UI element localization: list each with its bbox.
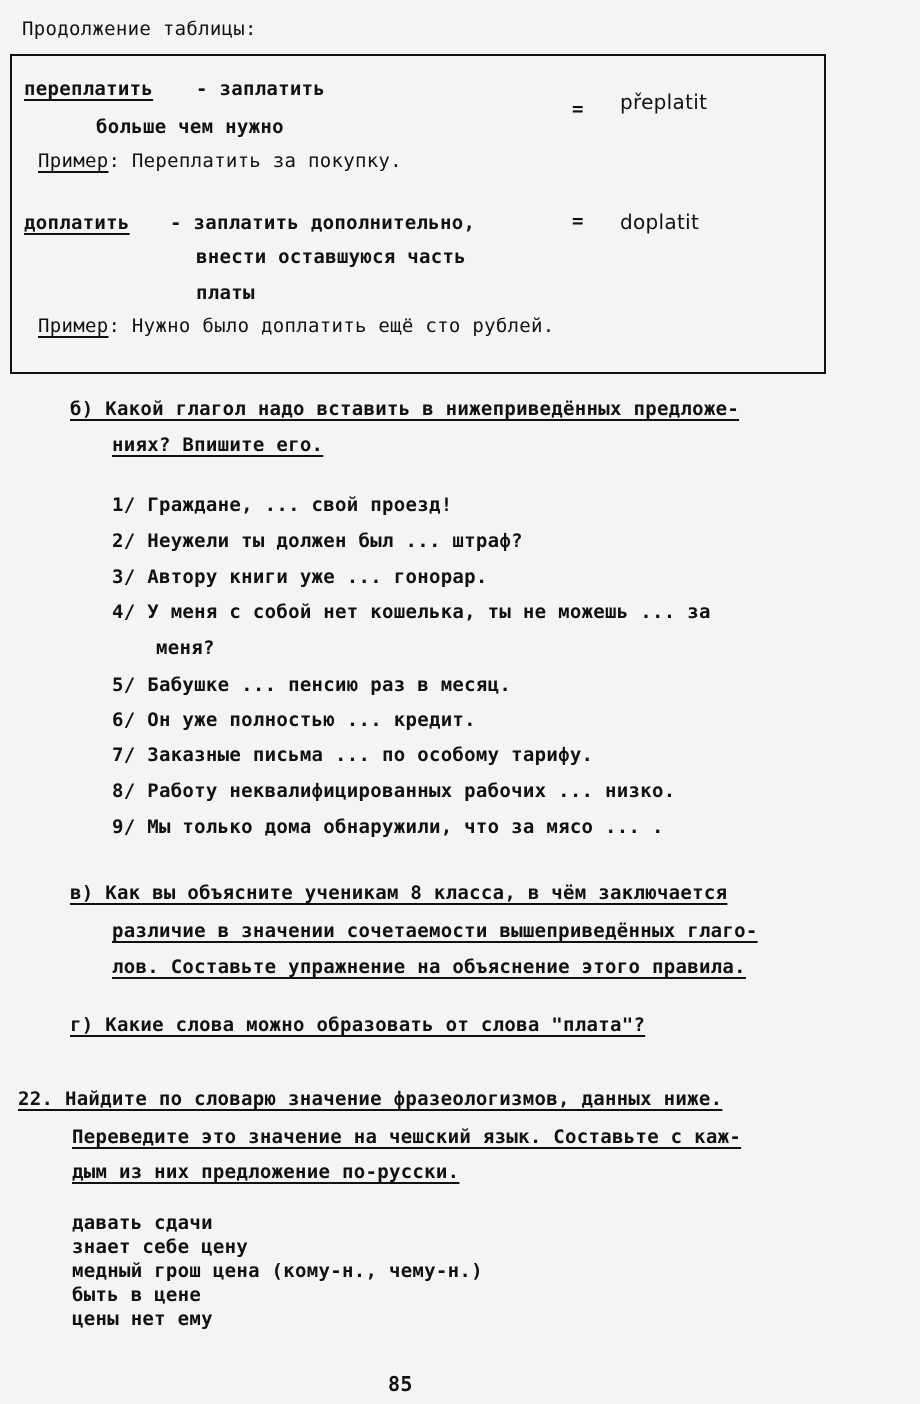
entry2-example xyxy=(38,315,555,337)
entry1-word: переплатить xyxy=(24,78,154,100)
entry1-example-label: Пример xyxy=(38,150,109,172)
task-b-item-7: 7/ Заказные письма ... по особому тарифу. xyxy=(112,744,594,766)
task-b-line2: ниях? Впишите его. xyxy=(112,434,324,456)
task-v-line2: различие в значении сочетаемости вышеприведённых глаго- xyxy=(112,920,758,942)
task-v-line3: лов. Составьте упражнение на объяснение этого правила. xyxy=(112,956,746,978)
entry1-definition-line2: больше чем нужно xyxy=(96,116,284,138)
phrase-3: медный грош цена (кому-н., чему-н.) xyxy=(72,1260,483,1282)
task-b-item-8: 8/ Работу неквалифицированных рабочих ... низко. xyxy=(112,780,676,802)
entry2-czech: doplatit xyxy=(620,210,700,234)
entry2-equals: = xyxy=(572,210,584,232)
task-b-item-2: 2/ Неужели ты должен был ... штраф? xyxy=(112,530,523,552)
entry2-example-text: : Нужно было доплатить ещё сто рублей. xyxy=(108,315,555,337)
entry2-example-label: Пример xyxy=(38,315,109,337)
task-v-line1: в) Как вы объясните ученикам 8 класса, в чём заключается xyxy=(70,882,728,904)
entry1-equals: = xyxy=(572,98,584,120)
task-22-line1: 22. Найдите по словарю значение фразеологизмов, данных ниже. xyxy=(18,1088,723,1110)
phrase-5: цены нет ему xyxy=(72,1308,213,1330)
phrase-2: знает себе цену xyxy=(72,1236,249,1258)
phrase-1: давать сдачи xyxy=(72,1212,213,1234)
page-number: 85 xyxy=(388,1372,413,1396)
entry1-czech: přeplatit xyxy=(620,90,708,114)
task-22-line2: Переведите это значение на чешский язык. Составьте с каж- xyxy=(72,1126,742,1148)
task-b-item-6: 6/ Он уже полностью ... кредит. xyxy=(112,709,476,731)
task-b-item-3: 3/ Автору книги уже ... гонорар. xyxy=(112,566,488,588)
entry1-definition-line1: - заплатить xyxy=(196,78,326,100)
task-b-line1: б) Какой глагол надо вставить в нижеприведённых предложе- xyxy=(70,398,740,420)
task-b-item-1: 1/ Граждане, ... свой проезд! xyxy=(112,494,453,516)
entry1-example-text: : Переплатить за покупку. xyxy=(108,150,402,172)
table-continuation-header: Продолжение таблицы: xyxy=(22,18,257,40)
entry2-definition-line1: - заплатить дополнительно, xyxy=(170,212,476,234)
task-b-item-4-cont: меня? xyxy=(156,637,215,659)
task-b-item-4: 4/ У меня с собой нет кошелька, ты не можешь ... за xyxy=(112,601,711,623)
phrase-4: быть в цене xyxy=(72,1284,202,1306)
task-b-item-9: 9/ Мы только дома обнаружили, что за мясо ... . xyxy=(112,816,664,838)
task-b-item-5: 5/ Бабушке ... пенсию раз в месяц. xyxy=(112,674,512,696)
entry2-definition-line2: внести оставшуюся часть xyxy=(196,246,466,268)
entry2-definition-line3: платы xyxy=(196,282,255,304)
entry1-example xyxy=(38,150,402,172)
entry2-word: доплатить xyxy=(24,212,130,234)
task-g-line1: г) Какие слова можно образовать от слова "плата"? xyxy=(70,1014,646,1036)
task-22-line3: дым из них предложение по-русски. xyxy=(72,1161,460,1183)
